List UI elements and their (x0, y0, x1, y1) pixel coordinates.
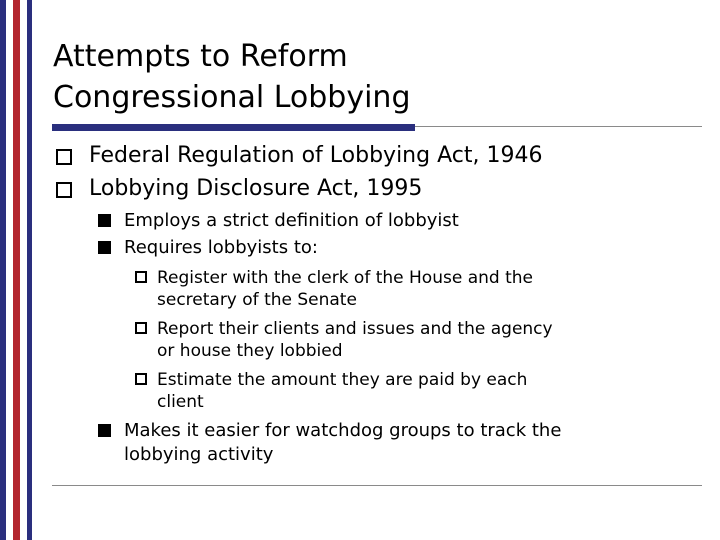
title-underline-thick (52, 124, 415, 131)
sub-sub-bullet-item-3-line-1: Estimate the amount they are paid by each (157, 370, 528, 390)
solid-square-bullet-icon (98, 424, 111, 437)
sub-bullet-item-1-text: Employs a strict definition of lobbyist (124, 210, 459, 231)
side-stripe-red (13, 0, 20, 540)
slide-title (53, 36, 693, 118)
slide-title-line-2: Congressional Lobbying (53, 80, 411, 115)
footer-rule (52, 485, 702, 486)
sub-sub-bullet-item-1 (157, 267, 533, 311)
bullet-item-1 (89, 141, 542, 171)
hollow-square-bullet-icon (56, 182, 72, 198)
sub-sub-bullet-item-3 (157, 369, 527, 413)
hollow-square-bullet-icon (135, 373, 147, 385)
title-underline-thin (415, 126, 702, 127)
bullet-item-2-text: Lobbying Disclosure Act, 1995 (89, 176, 423, 201)
side-stripe-white (6, 0, 13, 540)
sub-bullet-item-1 (124, 209, 459, 233)
sub-sub-bullet-item-3-line-2: client (157, 392, 204, 412)
side-stripe-white-2 (20, 0, 27, 540)
sub-sub-bullet-item-2-line-1: Report their clients and issues and the agency (157, 319, 553, 339)
sub-bullet-item-3-line-2: lobbying activity (124, 444, 274, 465)
sub-bullet-item-2 (124, 236, 318, 260)
bullet-item-1-text: Federal Regulation of Lobbying Act, 1946 (89, 143, 543, 168)
hollow-square-bullet-icon (56, 149, 72, 165)
bullet-item-2 (89, 174, 422, 204)
sub-sub-bullet-item-2-line-2: or house they lobbied (157, 341, 343, 361)
sub-sub-bullet-item-1-line-2: secretary of the Senate (157, 290, 357, 310)
solid-square-bullet-icon (98, 241, 111, 254)
hollow-square-bullet-icon (135, 322, 147, 334)
sub-bullet-item-2-text: Requires lobbyists to: (124, 237, 318, 258)
sub-sub-bullet-item-1-line-1: Register with the clerk of the House and the (157, 268, 533, 288)
sub-bullet-item-3-line-1: Makes it easier for watchdog groups to track the (124, 420, 562, 441)
side-stripe-navy-right (27, 0, 32, 540)
sub-sub-bullet-item-2 (157, 318, 553, 362)
slide-title-line-1: Attempts to Reform (53, 39, 348, 74)
hollow-square-bullet-icon (135, 271, 147, 283)
sub-bullet-item-3 (124, 419, 561, 467)
solid-square-bullet-icon (98, 214, 111, 227)
